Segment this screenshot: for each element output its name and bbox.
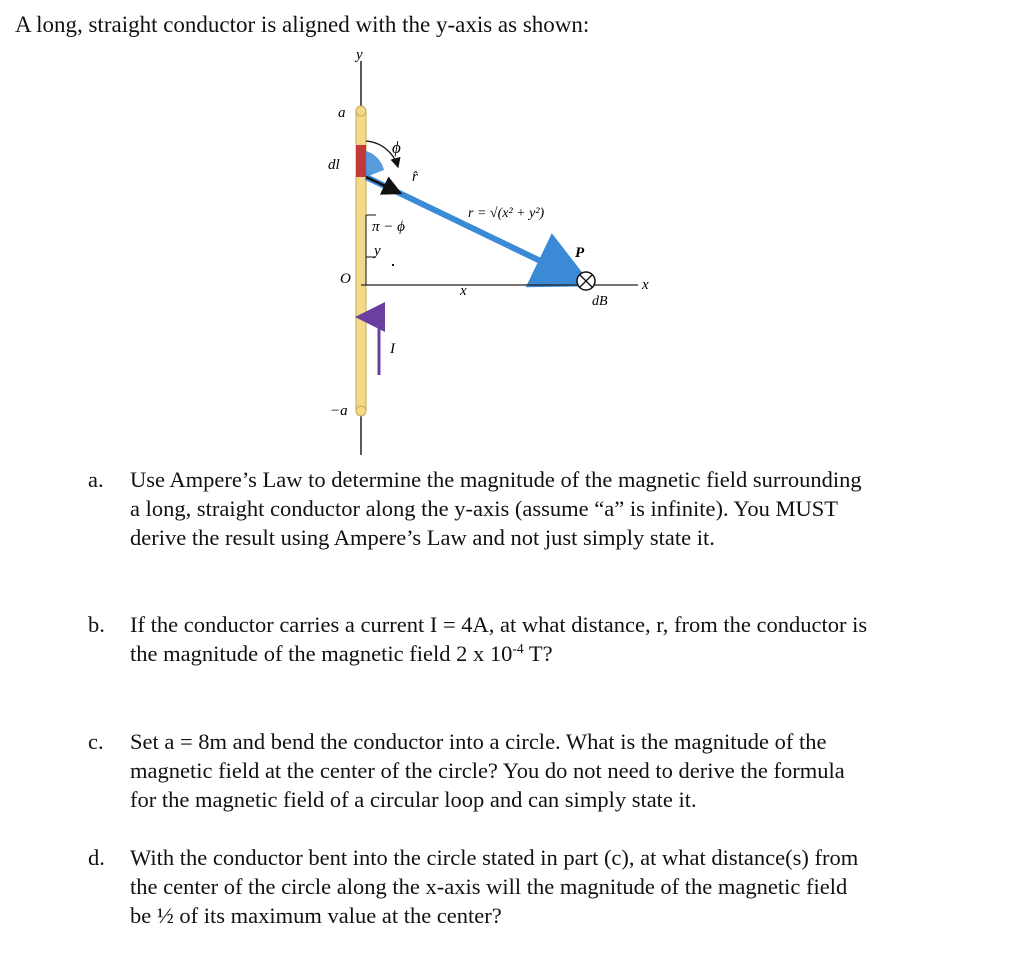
y-axis-label: y xyxy=(356,47,363,63)
question-a xyxy=(88,465,970,552)
question-c-line-3: for the magnetic field of a circular loop and can simply state it. xyxy=(130,787,697,812)
question-a-line-2: a long, straight conductor along the y-axis (assume “a” is infinite). You MUST xyxy=(130,496,839,521)
label-r-equation: r = √(x² + y²) xyxy=(468,206,545,221)
label-pi-minus-phi: π − ϕ xyxy=(372,219,405,235)
question-b-line-1: If the conductor carries a current I = 4A, at what distance, r, from the conductor is xyxy=(130,612,868,637)
label-y-distance: y xyxy=(374,243,381,259)
label-origin-O: O xyxy=(340,271,351,287)
question-b-line-2-text: the magnitude of the magnetic field 2 x 10 xyxy=(130,641,513,666)
label-dl: dl xyxy=(328,157,340,173)
conductor-bottom-cap xyxy=(356,406,366,416)
label-phi: ϕ xyxy=(392,138,401,157)
label-P: P xyxy=(575,245,585,261)
question-c-line-1: Set a = 8m and bend the conductor into a circle. What is the magnitude of the xyxy=(130,729,827,754)
label-dB: dB xyxy=(592,294,608,309)
question-b-line-2 xyxy=(130,639,970,668)
question-b-label: b. xyxy=(88,612,105,637)
conductor-top-cap xyxy=(356,106,366,116)
conductor-figure xyxy=(320,45,680,455)
question-c-line-2: magnetic field at the center of the circle? You do not need to derive the formula xyxy=(130,758,845,783)
question-c xyxy=(88,727,970,814)
intro-text: A long, straight conductor is aligned with the y-axis as shown: xyxy=(15,12,590,37)
question-b xyxy=(88,610,970,668)
label-x-axis: x xyxy=(642,277,649,293)
conductor-diagram xyxy=(320,45,680,455)
question-d-line-3: be ½ of its maximum value at the center? xyxy=(130,903,502,928)
current-element-dl xyxy=(356,145,366,177)
label-r-hat: r̂ xyxy=(412,169,418,185)
question-a-line-1: Use Ampere’s Law to determine the magnitude of the magnetic field surrounding xyxy=(130,467,862,492)
question-d xyxy=(88,843,970,930)
angle-wedge xyxy=(366,151,384,177)
question-c-label: c. xyxy=(88,729,104,754)
question-b-exponent: -4 xyxy=(512,640,524,656)
question-b-line-2-unit: T? xyxy=(523,641,553,666)
question-d-line-2: the center of the circle along the x-axis will the magnitude of the magnetic field xyxy=(130,874,848,899)
question-a-line-3: derive the result using Ampere’s Law and not just simply state it. xyxy=(130,525,715,550)
label-neg-a: −a xyxy=(330,403,348,419)
question-d-label: d. xyxy=(88,845,105,870)
label-x-distance: x xyxy=(460,283,467,299)
r-hat-vector xyxy=(366,177,400,193)
question-d-line-1: With the conductor bent into the circle stated in part (c), at what distance(s) from xyxy=(130,845,859,870)
question-a-label: a. xyxy=(88,467,104,492)
label-current-I: I xyxy=(390,341,395,357)
label-a: a xyxy=(338,105,346,121)
